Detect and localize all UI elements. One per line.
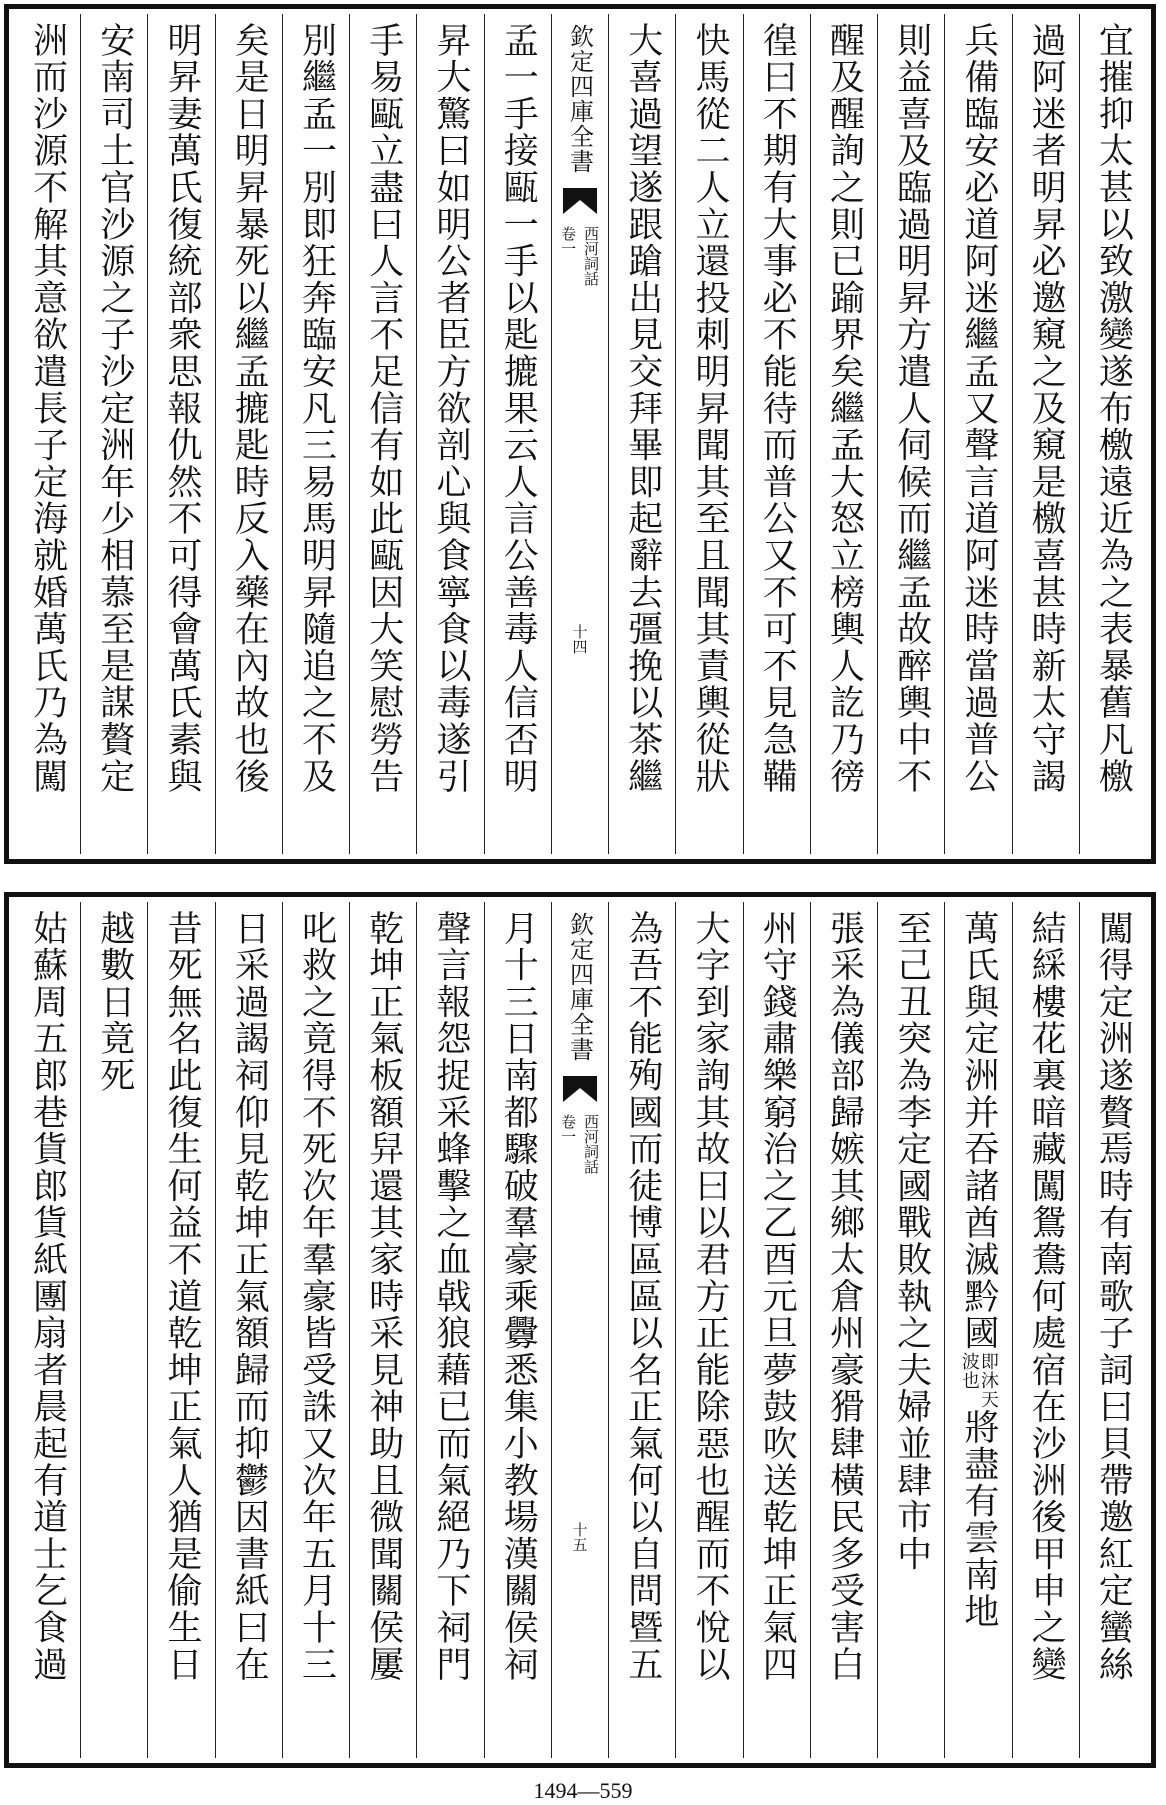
bottom-page-columns bbox=[14, 902, 1146, 1758]
text-column: 乾坤正氣板額舁還其家時采見神助且微聞關侯屢 bbox=[349, 902, 416, 1758]
text-column: 越數日竟死 bbox=[80, 902, 147, 1758]
text-column: 大字到家詢其故曰以君方正能除惡也醒而不悅以 bbox=[675, 902, 742, 1758]
text-column: 姑蘇周五郎巷貨郎貨紙團扇者晨起有道士乞食過 bbox=[27, 910, 68, 1683]
interlinear-note: 即沐天 波也 bbox=[958, 1351, 999, 1409]
text-column: 兵備臨安必道阿迷繼孟又聲言道阿迷時當過普公 bbox=[944, 14, 1011, 854]
text-column: 則益喜及臨過明昇方遣人伺候而繼孟故醉輿中不 bbox=[877, 14, 944, 854]
top-page-columns bbox=[14, 14, 1146, 854]
text-column: 結綵樓花裏暗藏闖鴛鴦何處宿在沙洲後甲申之變 bbox=[1012, 902, 1079, 1758]
text-column: 聲言報怨捉采蜂擊之血㦸狼藉已而氣絕乃下祠門 bbox=[416, 902, 483, 1758]
text-column: 宜摧抑太甚以致激變遂布檄遠近為之表暴舊凡檄 bbox=[1079, 14, 1146, 854]
text-column: 月十三日南都驟破羣豪乘釁悉集小教場漢關侯祠 bbox=[484, 902, 551, 1758]
top-page bbox=[4, 4, 1156, 864]
series-title: 欽定四庫全書 bbox=[565, 912, 594, 1062]
text-column: 大喜過望遂跟蹌出見交拜畢即起辭去彊挽以茶繼 bbox=[608, 14, 675, 854]
center-fold-header bbox=[551, 14, 608, 854]
center-fold-header bbox=[551, 902, 608, 1758]
folio-number: 十五 bbox=[570, 1522, 589, 1552]
book-volume-label bbox=[558, 226, 602, 286]
volume-label: 卷一 bbox=[558, 226, 577, 256]
text-column: 孟一手接甌一手以匙摝果云人言公善毒人信否明 bbox=[484, 14, 551, 854]
text-column: 洲而沙源不解其意欲遣長子定海就婚萬氏乃為闖 bbox=[27, 22, 68, 795]
fish-tail-icon bbox=[563, 1076, 597, 1102]
text-column: 手易甌立盡曰人言不足信有如此甌因大笑慰勞告 bbox=[349, 14, 416, 854]
text-column: 明昇妻萬氏復統部衆思報仇然不可得會萬氏素與 bbox=[147, 14, 214, 854]
book-title: 西河詞話 bbox=[581, 226, 600, 286]
text-column: 闖得定洲遂贅焉時有南歌子詞曰貝帶邀紅定蠻絲 bbox=[1079, 902, 1146, 1758]
book-title: 西河詞話 bbox=[581, 1114, 600, 1174]
text-column: 徨曰不期有大事必不能待而普公又不可不見急鞴 bbox=[743, 14, 810, 854]
bottom-page bbox=[4, 892, 1156, 1768]
text-column: 昔死無名此復生何益不道乾坤正氣人猶是偷生日 bbox=[147, 902, 214, 1758]
folio-number: 十四 bbox=[570, 624, 589, 654]
text-column: 昇大驚曰如明公者臣方欲剖心與食寧食以毒遂引 bbox=[416, 14, 483, 854]
text-column: 別繼孟一別即狂奔臨安凡三易馬明昇隨追之不及 bbox=[282, 14, 349, 854]
text-column: 萬氏與定洲并吞諸酋滅黔國 即沐天 波也 將盡有雲南地 bbox=[944, 902, 1011, 1758]
text-column: 州守錢肅樂窮治之乙酉元旦夢鼓吹送乾坤正氣四 bbox=[743, 902, 810, 1758]
text-column: 醒及醒詢之則已踰界矣繼孟大怒立榜輿人訖乃徬 bbox=[810, 14, 877, 854]
text-column: 叱救之竟得不死次年羣豪皆受誅又次年五月十三 bbox=[282, 902, 349, 1758]
book-volume-label bbox=[558, 1114, 602, 1174]
text-column: 快馬從二人立還投刺明昇聞其至且聞其責輿從狀 bbox=[675, 14, 742, 854]
text-column: 矣是日明昇暴死以繼孟摝匙時反入藥在內故也後 bbox=[215, 14, 282, 854]
volume-label: 卷一 bbox=[558, 1114, 577, 1144]
text-column: 安南司土官沙源之子沙定洲年少相慕至是謀贅定 bbox=[80, 14, 147, 854]
text-column: 為吾不能殉國而徒博區區以名正氣何以自問暨五 bbox=[608, 902, 675, 1758]
fish-tail-icon bbox=[563, 188, 597, 214]
text-column: 過阿迷者明昇必邀窺之及窺是檄喜甚時新太守謁 bbox=[1012, 14, 1079, 854]
text-column: 日采過謁祠仰見乾坤正氣額歸而抑鬱因書紙曰在 bbox=[215, 902, 282, 1758]
text-column: 至己丑突為李定國戰敗執之夫婦並肆市中 bbox=[877, 902, 944, 1758]
text-column: 張采為儀部歸嫉其鄉太倉州豪猾肆橫民多受害白 bbox=[810, 902, 877, 1758]
page-footer-number: 1494—559 bbox=[533, 1778, 633, 1803]
series-title: 欽定四庫全書 bbox=[565, 24, 594, 174]
